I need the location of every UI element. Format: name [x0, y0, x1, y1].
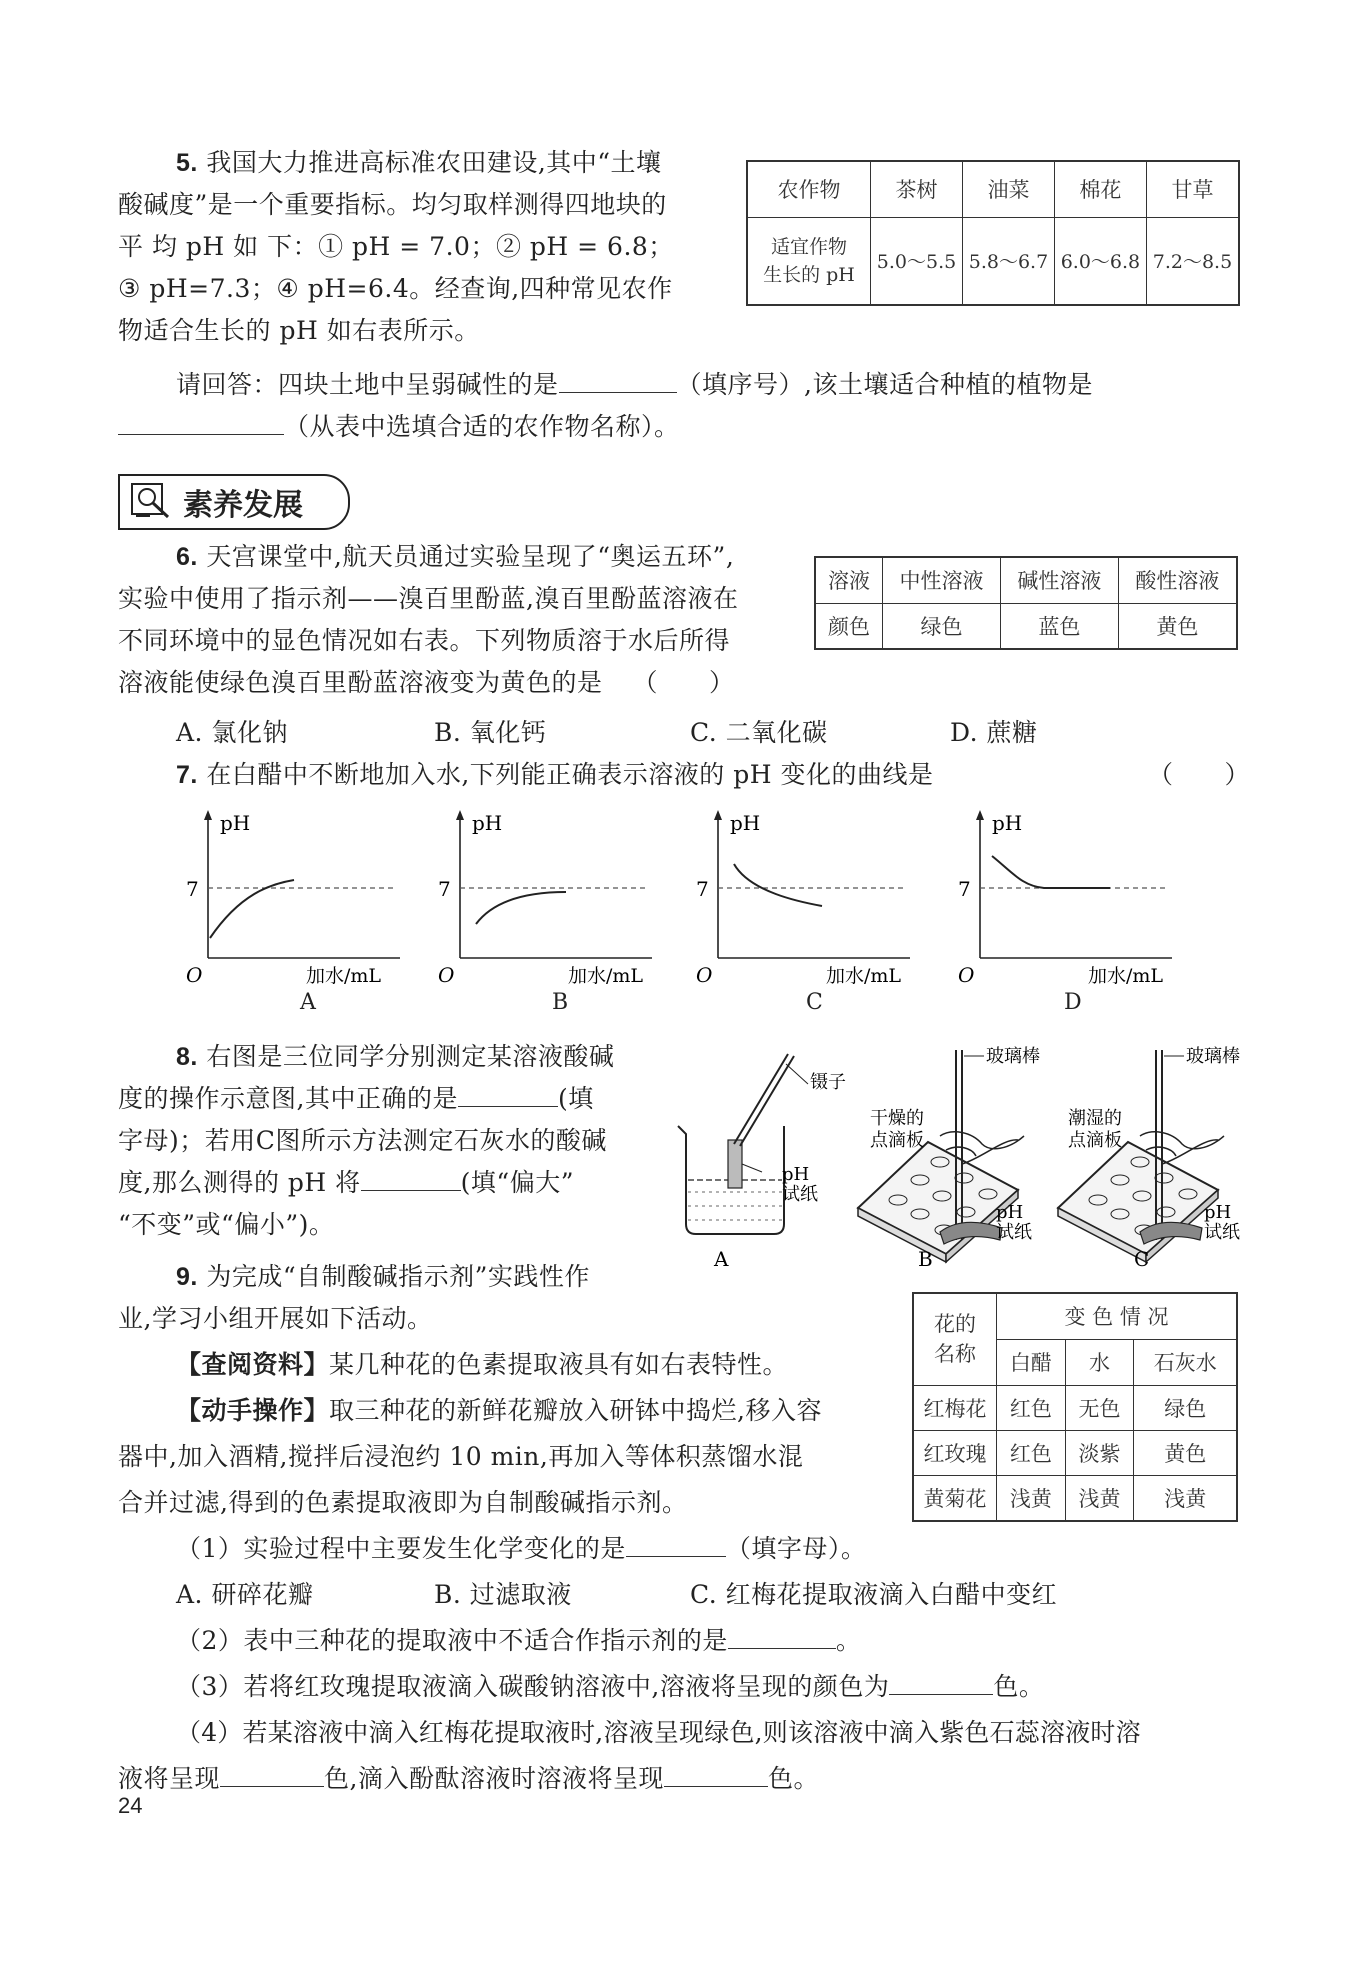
q7-graph-d-ylabel: pH [992, 811, 1023, 835]
q9-sub4-text-d: 色。 [767, 1764, 819, 1793]
q9-text-1: 为完成“自制酸碱指示剂”实践性作 [206, 1262, 590, 1291]
q9-sub3-blank[interactable] [889, 1670, 993, 1695]
q8-tweezers-label: 镊子 [810, 1072, 846, 1093]
q5-line-2: 酸碱度”是一个重要指标。均匀取样测得四地块的 [118, 190, 667, 219]
q9-r0-c1: 红色 [997, 1385, 1066, 1430]
q6-th-3: 酸性溶液 [1118, 557, 1237, 603]
q8-line-5: “不变”或“偏小”)。 [118, 1210, 335, 1239]
q5-th-2: 油菜 [962, 161, 1054, 217]
q7-caption-c: C [806, 990, 823, 1015]
q6-line-4 [118, 666, 735, 700]
q9-line-1 [176, 1260, 590, 1294]
q9-sub1-text: （1）实验过程中主要发生化学变化的是 [176, 1534, 626, 1563]
q8-blank-1[interactable] [458, 1082, 558, 1107]
q7-graph-b-origin: O [438, 963, 455, 986]
q9-r1-c1: 红色 [997, 1430, 1066, 1475]
q8-glass-rod-label-b: 玻璃棒 [986, 1046, 1040, 1067]
q6-option-c[interactable]: C. 二氧化碳 [690, 718, 828, 747]
q8-caption-a: A [714, 1247, 729, 1271]
q7-caption-d: D [1064, 990, 1082, 1015]
q8-wet-plate-label-2: 点滴板 [1068, 1130, 1122, 1151]
q9-sub4-text-c: 色,滴入酚酞溶液时溶液将呈现 [324, 1764, 664, 1793]
table-row [913, 1475, 1237, 1521]
section-title: 素养发展 [183, 488, 303, 523]
q9-op-line-3: 合并过滤,得到的色素提取液即为自制酸碱指示剂。 [118, 1488, 688, 1517]
q9-sub2-tail: 。 [835, 1626, 862, 1655]
q9-ref-line [176, 1348, 788, 1382]
q9-sub2-text: （2）表中三种花的提取液中不适合作指示剂的是 [176, 1626, 728, 1655]
q7-graph-d-origin: O [958, 963, 975, 986]
q5-value-0: 5.0～5.5 [871, 217, 963, 305]
q7-graph-c-ylabel: pH [730, 811, 761, 835]
q8-ph-paper-label-a1: pH [782, 1164, 810, 1185]
q9-sub4-blank-2[interactable] [664, 1762, 768, 1787]
q7-caption-b: B [552, 990, 569, 1015]
q9-sub-th-1: 水 [1065, 1339, 1134, 1385]
q9-r2-c3: 浅黄 [1134, 1475, 1237, 1521]
q8-ph-paper-label-c1: pH [1204, 1202, 1232, 1223]
q8-caption-b: B [918, 1247, 933, 1271]
q5-value-1: 5.8～6.7 [962, 217, 1054, 305]
q8-wet-plate-label-1: 潮湿的 [1068, 1108, 1122, 1129]
q8-number: 8. [176, 1043, 198, 1071]
q7-graph-a-ylabel: pH [220, 811, 251, 835]
q5-answer-line [176, 368, 1093, 402]
q8-line-4 [118, 1166, 574, 1200]
q7-graph-b-ylabel: pH [472, 811, 503, 835]
q7-graph-c-xlabel: 加水/mL [826, 965, 902, 986]
q9-ref-tag: 【查阅资料】 [176, 1350, 330, 1379]
q6-td-1: 绿色 [883, 603, 1001, 649]
q9-name-header [913, 1293, 997, 1385]
q6-option-b[interactable]: B. 氧化钙 [434, 718, 547, 747]
q8-dry-plate-label-1: 干燥的 [870, 1108, 924, 1129]
q8-tail-1: (填 [557, 1084, 594, 1113]
q9-r0-c2: 无色 [1065, 1385, 1134, 1430]
q6-td-2: 蓝色 [1000, 603, 1118, 649]
q7-graph-c-seven: 7 [696, 877, 709, 901]
q9-color-header: 变 色 情 况 [997, 1293, 1238, 1339]
q7-caption-a: A [300, 990, 316, 1015]
q5-value-3: 7.2～8.5 [1146, 217, 1239, 305]
q8-line-3: 字母)；若用C图所示方法测定石灰水的酸碱 [118, 1126, 607, 1155]
q8-ph-paper-label-c2: 试纸 [1204, 1222, 1240, 1243]
q8-beaker-figure [678, 1054, 808, 1234]
q7-graph-a-seven: 7 [186, 877, 199, 901]
q9-sub1-blank[interactable] [626, 1532, 726, 1557]
q7-graph-b[interactable] [432, 806, 662, 990]
q7-graph-d-xlabel: 加水/mL [1088, 965, 1164, 986]
q5-blank-1[interactable] [559, 368, 677, 393]
q7-graph-a[interactable] [180, 806, 410, 990]
q8-text-2: 度的操作示意图,其中正确的是 [118, 1084, 458, 1113]
q9-r2-c0: 黄菊花 [913, 1475, 997, 1521]
q9-line-2: 业,学习小组开展如下活动。 [118, 1304, 433, 1333]
magnifier-icon [130, 482, 174, 524]
page-number: 24 [118, 1793, 143, 1818]
q9-sub4-line-1: （4）若某溶液中滴入红梅花提取液时,溶液呈现绿色,则该溶液中滴入紫色石蕊溶液时溶 [176, 1718, 1141, 1747]
q7-graph-c[interactable] [690, 806, 920, 990]
q9-sub4-line-2 [118, 1762, 819, 1796]
q6-text-1: 天宫课堂中,航天员通过实验呈现了“奥运五环”, [206, 542, 735, 571]
q9-sub4-blank-1[interactable] [220, 1762, 324, 1787]
table-row [913, 1385, 1237, 1430]
q5-answer-text-c: （从表中选填合适的农作物名称）。 [284, 412, 680, 441]
q5-th-4: 甘草 [1146, 161, 1239, 217]
q6-indicator-table [814, 556, 1238, 650]
q7-graph-b-xlabel: 加水/mL [568, 965, 644, 986]
q9-sub1-option-c[interactable]: C. 红梅花提取液滴入白醋中变红 [690, 1580, 1058, 1609]
q7-graph-a-origin: O [186, 963, 203, 986]
q5-th-1: 茶树 [871, 161, 963, 217]
q9-name-header-1: 花的 [934, 1312, 976, 1337]
q6-option-d[interactable]: D. 蔗糖 [950, 718, 1038, 747]
table-row [913, 1430, 1237, 1475]
q9-flower-table [912, 1292, 1238, 1522]
q8-ph-paper-label-b2: 试纸 [996, 1222, 1032, 1243]
q8-ph-paper-label-a2: 试纸 [782, 1184, 818, 1205]
q5-answer-line-2 [118, 410, 680, 444]
q7-graph-b-seven: 7 [438, 877, 451, 901]
q6-answer-bracket[interactable]: （ ） [632, 668, 735, 697]
q8-caption-c: C [1134, 1247, 1150, 1271]
q7-answer-bracket[interactable]: （ ） [1148, 760, 1251, 789]
q9-sub-th-0: 白醋 [997, 1339, 1066, 1385]
q9-sub2-blank[interactable] [728, 1624, 836, 1649]
q8-blank-2[interactable] [361, 1166, 461, 1191]
q9-ref-text: 某几种花的色素提取液具有如右表特性。 [329, 1350, 789, 1379]
q5-line-1 [176, 146, 662, 180]
q6-line-3: 不同环境中的显色情况如右表。下列物质溶于水后所得 [118, 626, 731, 655]
q8-dry-plate-label-2: 点滴板 [870, 1130, 924, 1151]
q9-r0-c0: 红梅花 [913, 1385, 997, 1430]
q9-sub2-line [176, 1624, 861, 1658]
q8-text-1: 右图是三位同学分别测定某溶液酸碱 [206, 1042, 615, 1071]
q6-line-2: 实验中使用了指示剂——溴百里酚蓝,溴百里酚蓝溶液在 [118, 584, 739, 613]
q5-th-0: 农作物 [747, 161, 871, 217]
q5-row-label-1: 适宜作物 [770, 235, 847, 258]
q5-value-2: 6.0～6.8 [1054, 217, 1146, 305]
q8-ph-paper-label-b1: pH [996, 1202, 1024, 1223]
q5-line-3: 平 均 pH 如 下：① pH = 7.0；② pH = 6.8； [118, 232, 674, 261]
q5-blank-2[interactable] [118, 410, 284, 435]
q9-sub3-line [176, 1670, 1044, 1704]
q9-sub1-line [176, 1532, 866, 1566]
q9-sub-th-2: 石灰水 [1134, 1339, 1237, 1385]
q9-r1-c0: 红玫瑰 [913, 1430, 997, 1475]
q9-op-tag: 【动手操作】 [176, 1396, 330, 1425]
q5-number: 5. [176, 149, 198, 177]
q9-op-line-1 [176, 1394, 822, 1428]
q6-td-0: 颜色 [815, 603, 883, 649]
q9-sub3-tail: 色。 [993, 1672, 1045, 1701]
q8-line-2 [118, 1082, 594, 1116]
q6-text-4: 溶液能使绿色溴百里酚蓝溶液变为黄色的是 [118, 668, 603, 697]
q5-answer-text-a: 请回答：四块土地中呈弱碱性的是 [176, 370, 559, 399]
q5-answer-text-b: （填序号）,该土壤适合种植的植物是 [676, 370, 1093, 399]
q7-number: 7. [176, 761, 198, 789]
q5-text-1: 我国大力推进高标准农田建设,其中“土壤 [206, 148, 662, 177]
q8-text-4: 度,那么测得的 pH 将 [118, 1168, 361, 1197]
q6-th-1: 中性溶液 [883, 557, 1001, 603]
q9-op-text-1: 取三种花的新鲜花瓣放入研钵中捣烂,移入容 [329, 1396, 822, 1425]
q8-tail-3: (填“偏大” [460, 1168, 574, 1197]
q9-r2-c2: 浅黄 [1065, 1475, 1134, 1521]
q5-line-5: 物适合生长的 pH 如右表所示。 [118, 316, 480, 345]
q9-sub1-tail: （填字母）。 [725, 1534, 867, 1563]
q9-r1-c2: 淡紫 [1065, 1430, 1134, 1475]
q9-r1-c3: 黄色 [1134, 1430, 1237, 1475]
q8-glass-rod-label-c: 玻璃棒 [1186, 1046, 1240, 1067]
q5-crop-ph-table [746, 160, 1240, 306]
q7-graph-d[interactable] [952, 806, 1182, 990]
q7-graph-c-origin: O [696, 963, 713, 986]
q5-row-label [747, 217, 871, 305]
q9-op-line-2: 器中,加入酒精,搅拌后浸泡约 10 min,再加入等体积蒸馏水混 [118, 1442, 804, 1471]
q5-row-label-2: 生长的 pH [763, 263, 855, 286]
q6-td-3: 黄色 [1118, 603, 1237, 649]
q6-th-0: 溶液 [815, 557, 883, 603]
q9-sub4-text-b: 液将呈现 [118, 1764, 221, 1793]
q7-text: 在白醋中不断地加入水,下列能正确表示溶液的 pH 变化的曲线是 [206, 760, 934, 789]
q9-name-header-2: 名称 [934, 1342, 976, 1367]
q9-sub3-text: （3）若将红玫瑰提取液滴入碳酸钠溶液中,溶液将呈现的颜色为 [176, 1672, 890, 1701]
q6-number: 6. [176, 543, 198, 571]
q7-graph-a-xlabel: 加水/mL [306, 965, 382, 986]
q5-line-4: ③ pH=7.3；④ pH=6.4。经查询,四种常见农作 [118, 274, 673, 303]
q8-wet-plate-figure [1058, 1050, 1224, 1262]
q6-line-1 [176, 540, 734, 574]
q6-th-2: 碱性溶液 [1000, 557, 1118, 603]
q9-r2-c1: 浅黄 [997, 1475, 1066, 1521]
q5-th-3: 棉花 [1054, 161, 1146, 217]
q7-line-1 [176, 758, 933, 792]
q9-sub1-option-a[interactable]: A. 研碎花瓣 [176, 1580, 314, 1609]
q8-line-1 [176, 1040, 614, 1074]
q9-sub1-option-b[interactable]: B. 过滤取液 [434, 1580, 572, 1609]
q9-r0-c3: 绿色 [1134, 1385, 1237, 1430]
q8-figure [672, 1040, 1252, 1284]
q6-option-a[interactable]: A. 氯化钠 [176, 718, 288, 747]
q9-number: 9. [176, 1263, 198, 1291]
q7-graph-d-seven: 7 [958, 877, 971, 901]
